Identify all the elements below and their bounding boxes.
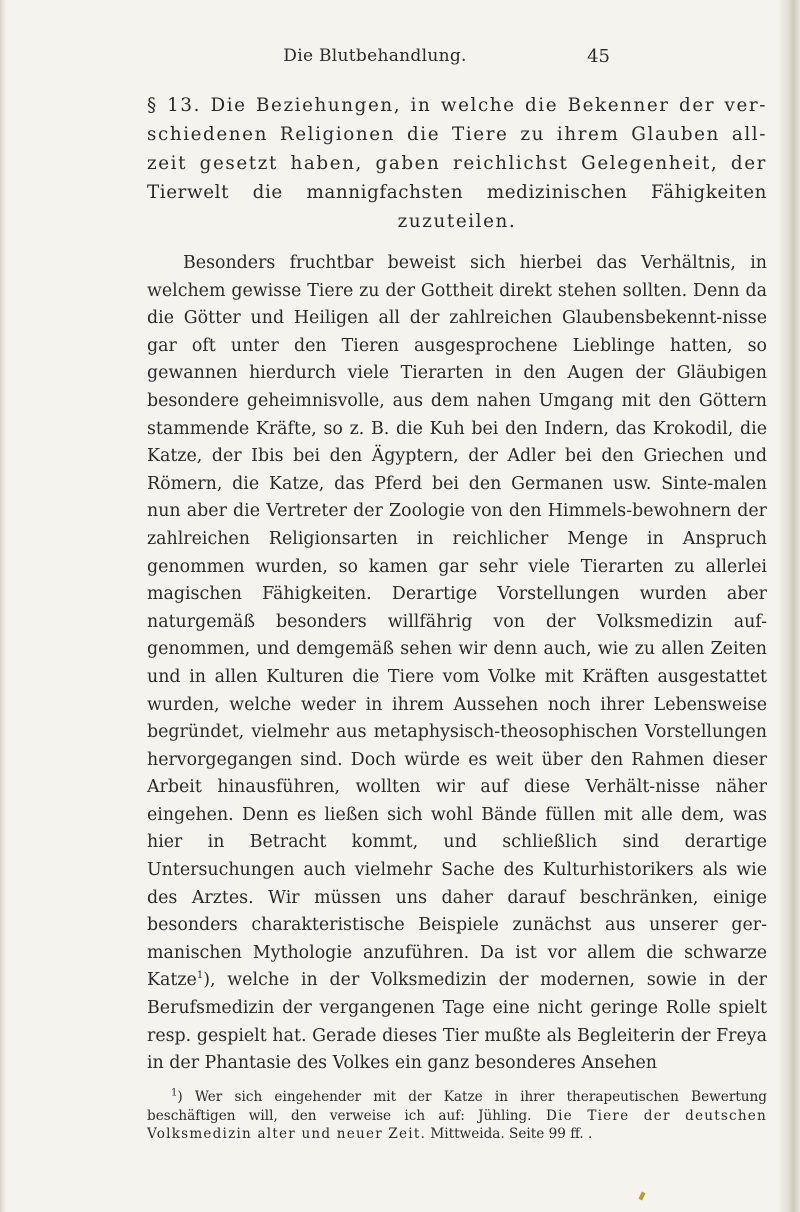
- heading-line: schiedenen Religionen die Tiere zu ihrem Glauben all-: [147, 124, 767, 145]
- footnote: [147, 1088, 767, 1144]
- footnote-text-end: Mittweida. Seite 99 ff. .: [426, 1126, 593, 1142]
- running-title: Die Blutbehandlung.: [283, 46, 467, 66]
- body-text-continued: ), welche in der Volksmedizin der modernen, sowie in der Berufsmedizin der vergangenen Tage eine nicht geringe Rolle spielt resp. gespielt hat. Gerade dieses Tier mußte als Begleiterin der Freya in der Phantasie des Volkes ein ganz besonderes Ansehen: [147, 970, 767, 1074]
- paper-speck: [638, 1192, 645, 1201]
- heading-line: Tierwelt die mannigfachsten medizinischen Fähigkeiten: [147, 182, 767, 203]
- page-number: 45: [587, 46, 610, 67]
- body-text: Besonders fruchtbar beweist sich hierbei das Verhältnis, in welchem gewisse Tiere zu der Gottheit direkt stehen sollten. Denn da die Götter und Heiligen all der zahlreichen Glaubensbekennt-nisse gar oft unter den Tieren ausgesprochene Lieblinge hatten, so gewannen hierdurch viele Tierarten in den Augen der Gläubigen besondere geheimnisvolle, aus dem nahen Umgang mit den Göttern stammende Kräfte, so z. B. die Kuh bei den Indern, das Krokodil, die Katze, der Ibis bei den Ägyptern, der Adler bei den Griechen und Römern, die Katze, das Pferd bei den Germanen usw. Sinte-malen nun aber die Vertreter der Zoologie von den Himmels-bewohnern der zahlreichen Religionsarten in reichlicher Menge in Anspruch genommen wurden, so kamen gar sehr viele Tierarten zu allerlei magischen Fähigkeiten. Derartige Vorstellungen wurden aber naturgemäß besonders willfährig von der Volksmedizin auf-genommen, und demgemäß sehen wir denn auch, wie zu allen Zeiten und in allen Kulturen die Tiere vom Volke mit Kräften ausgestattet wurden, welche weder in ihrem Aussehen noch ihrer Lebensweise begründet, vielmehr aus metaphysisch-theosophischen Vorstellungen hervorgegangen sind. Doch würde es weit über den Rahmen dieser Arbeit hinausführen, wollten wir auf diese Verhält-nisse näher eingehen. Denn es ließen sich wohl Bände füllen mit alle dem, was hier in Betracht kommt, und schließlich sind derartige Untersuchungen auch vielmehr Sache des Kulturhistorikers als wie des Arztes. Wir müssen uns daher darauf beschränken, einige besonders charakteristische Beispiele zunächst aus unserer ger-manischen Mythologie anzuführen. Da ist vor allem die schwarze Katze: [147, 253, 767, 991]
- page-left-edge: [0, 0, 6, 1212]
- page-right-edge: [778, 0, 800, 1212]
- footnote-reference[interactable]: 1: [196, 970, 204, 982]
- footnote-marker: 1: [171, 1087, 178, 1099]
- heading-line: zeit gesetzt haben, gaben reichlichst Gelegenheit, der: [147, 153, 767, 174]
- main-text: [147, 91, 767, 1078]
- page-header: [140, 46, 610, 76]
- body-paragraph: [147, 250, 767, 1078]
- footnote-book-title: Die Tiere der deutschen Volksmedizin alter und neuer Zeit.: [147, 1107, 768, 1142]
- section-heading: [147, 91, 767, 236]
- heading-line-last: zuzuteilen.: [397, 211, 517, 232]
- footnote-text: ) Wer sich eingehender mit der Katze in ihrer therapeutischen Bewertung beschäftigen will, den verweise ich auf: Jühling.: [147, 1089, 767, 1124]
- heading-line: § 13. Die Beziehungen, in welche die Bekenner der ver-: [147, 95, 767, 116]
